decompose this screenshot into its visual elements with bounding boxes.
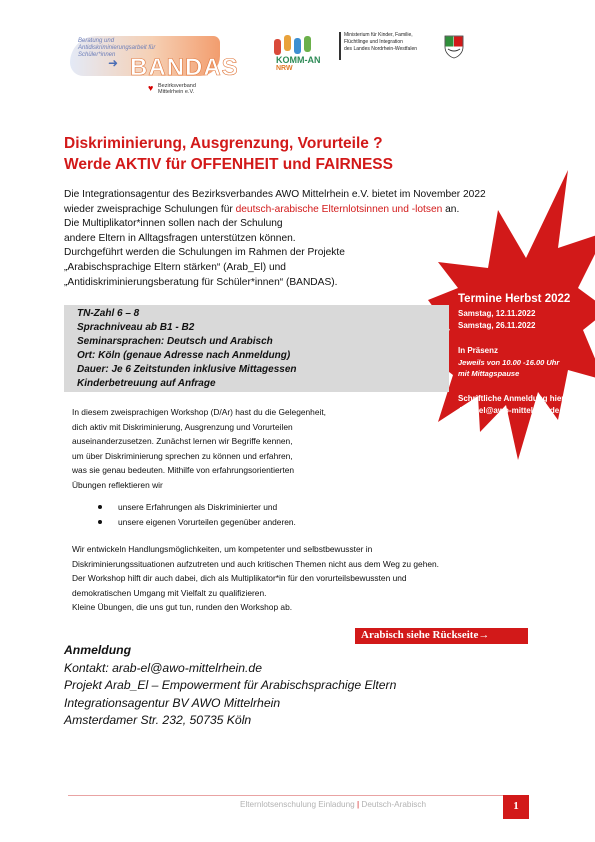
arabic-backside-link[interactable]: Arabisch siehe Rückseite→ (355, 628, 528, 644)
body-line: auseinanderzusetzen. Zunächst lernen wir Begriffe kennen, (72, 436, 293, 446)
intro-paragraph (64, 188, 504, 290)
info-language-level: Sprachniveau ab B1 - B2 (77, 322, 195, 333)
intro-line (64, 203, 504, 218)
awo-org-text (158, 83, 196, 95)
footer-separator: | (356, 800, 360, 809)
intro-line: andere Eltern in Alltagsfragen unterstützen können. (64, 232, 296, 244)
body-line: demokratischen Umgang mit Vielfalt zu qualifizieren. (72, 587, 267, 598)
figure-icon (284, 35, 291, 51)
signup-label: Schriftliche Anmeldung hier: (458, 394, 568, 403)
contact-project-line: Projekt Arab_El – Empowerment für Arabischsprachige Eltern (64, 678, 397, 693)
body-line: Wir entwickeln Handlungsmöglichkeiten, um kompetenter und selbstbewusster in (72, 544, 373, 554)
body-line: Der Workshop hilft dir auch dabei, dich als Multiplikator*in für den vorurteilsbewussten und (72, 573, 407, 583)
figure-icon (294, 38, 301, 54)
intro-line: „Antidiskriminierungsberatung für Schüler*innen“ (BANDAS). (64, 276, 338, 288)
intro-text: wieder zweisprachige Schulungen für (64, 203, 236, 215)
intro-highlight: deutsch-arabische Elternlotsinnen und -lotsen (235, 203, 443, 215)
info-location: Ort: Köln (genaue Adresse nach Anmeldung) (77, 350, 291, 361)
intro-line: Die Integrationsagentur des Bezirksverbandes AWO Mittelrhein e.V. bietet im November 2022 (64, 189, 486, 200)
info-childcare: Kinderbetreuung auf Anfrage (77, 378, 216, 389)
body-line: um über Diskriminierung sprechen zu können und erfahren, (72, 450, 293, 461)
body-line: dich aktiv mit Diskriminierung, Ausgrenzung und Vorurteilen (72, 421, 293, 432)
ministry-line1: Ministerium für Kinder, Familie, (344, 32, 413, 38)
page-number: 1 (503, 795, 529, 819)
ministry-logo (344, 32, 440, 53)
workshop-paragraph-2 (72, 542, 502, 615)
figure-icon (274, 39, 281, 55)
footer-rule (68, 795, 526, 796)
page-title (64, 133, 393, 175)
awo-org-line1: Bezirksverband (158, 83, 196, 89)
dates-heading: Termine Herbst 2022 (458, 293, 571, 305)
contact-email-line[interactable]: Kontakt: arab-el@awo-mittelrhein.de (64, 660, 262, 675)
footer-right: Deutsch-Arabisch (359, 800, 427, 809)
workshop-paragraph-1 (72, 405, 502, 492)
body-line: was sie genau bedeuten. Mithilfe von erfahrungsorientierten (72, 465, 295, 475)
kommain-nrw: NRW (276, 65, 293, 72)
info-seminar-languages: Seminarsprachen: Deutsch und Arabisch (77, 336, 273, 347)
info-duration: Dauer: Je 6 Zeitstunden inklusive Mittagessen (77, 364, 297, 375)
info-participants: TN-Zahl 6 – 8 (77, 308, 140, 319)
intro-line: Durchgeführt werden die Schulungen im Rahmen der Projekte (64, 247, 345, 259)
star-content (458, 293, 593, 417)
ministry-bar (339, 32, 341, 60)
body-line: Übungen reflektieren wir (72, 479, 163, 490)
mode-label: In Präsenz (458, 346, 499, 355)
bullet-dot-icon (98, 505, 102, 509)
intro-line: Die Multiplikator*innen sollen nach der Schulung (64, 218, 283, 230)
awo-org-line2: Mittelrhein e.V. (158, 89, 195, 95)
footer-left: Elternlotsenschulung Einladung (240, 800, 357, 809)
bullet-text: unsere Erfahrungen als Diskriminierter und (118, 502, 278, 512)
time-line2: mit Mittagspause (458, 369, 520, 378)
nrw-coat-of-arms-icon (444, 35, 464, 59)
kommain-logo (270, 35, 328, 87)
arrow-icon: ➜ (108, 56, 119, 70)
awo-heart-icon: ♥ (148, 83, 154, 93)
date-2: Samstag, 26.11.2022 (458, 321, 536, 330)
title-line2: Werde AKTIV für OFFENHEIT und FAIRNESS (64, 156, 393, 173)
ministry-line3: des Landes Nordrhein-Westfalen (344, 46, 418, 52)
footer-text (240, 800, 426, 809)
time-line1: Jeweils von 10.00 -16.00 Uhr (458, 358, 560, 367)
ministry-line2: Flüchtlinge und Integration (344, 39, 403, 45)
bullet-dot-icon (98, 520, 102, 524)
contact-address-line: Amsterdamer Str. 232, 50735 Köln (64, 713, 252, 728)
body-line: In diesem zweisprachigen Workshop (D/Ar) hast du die Gelegenheit, (72, 407, 327, 417)
contact-block (64, 642, 396, 730)
date-1: Samstag, 12.11.2022 (458, 309, 536, 318)
bandas-wordmark: BANDAS (130, 54, 239, 81)
signup-email[interactable]: Arab-el@awo-mittelrein.de (458, 406, 560, 415)
info-box (64, 305, 449, 392)
bandas-logo (70, 34, 239, 96)
body-line: Kleine Übungen, die uns gut tun, runden den Workshop ab. (72, 602, 293, 612)
contact-heading: Anmeldung (64, 643, 132, 657)
bullet-text: unsere eigenen Vorurteilen gegenüber anderen. (118, 517, 296, 527)
kommain-text: KOMM-AN (276, 55, 321, 65)
intro-text: an. (442, 203, 460, 215)
body-line: Diskriminierungssituationen aufzutreten und auch kritischen Themen nicht aus dem Weg zu gehen. (72, 558, 439, 569)
bandas-tagline: Beratung und Antidiskriminierungsarbeit für Schüler*innen (78, 38, 156, 58)
contact-org-line: Integrationsagentur BV AWO Mittelrhein (64, 695, 281, 710)
figure-icon (304, 36, 311, 52)
title-line1: Diskriminierung, Ausgrenzung, Vorurteile ? (64, 135, 383, 152)
intro-line: „Arabischsprachige Eltern stärken“ (Arab_El) und (64, 261, 286, 273)
